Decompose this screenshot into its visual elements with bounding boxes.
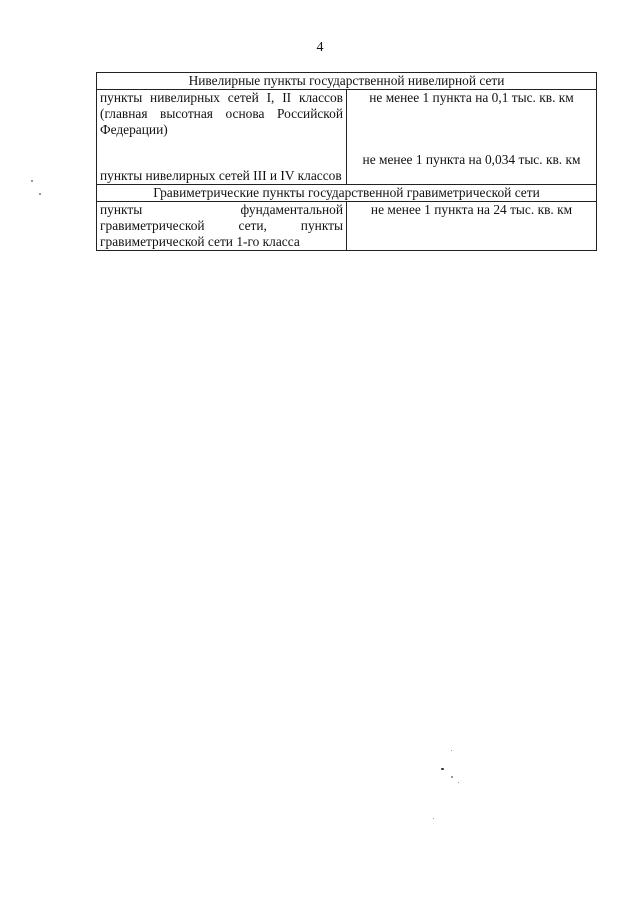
section-header-gravimetric: Гравиметрические пункты государственной гравиметрической сети <box>97 185 597 202</box>
section-header-row-leveling <box>97 73 597 90</box>
cell-spacer <box>100 138 343 168</box>
scan-dot <box>441 768 444 770</box>
leveling-class-3-4-density: не менее 1 пункта на 0,034 тыс. кв. км <box>362 152 581 167</box>
page-number: 4 <box>316 40 324 55</box>
leveling-class-3-4-label: пункты нивелирных сетей III и IV классов <box>100 168 342 183</box>
section-header-leveling: Нивелирные пункты государственной нивелирной сети <box>97 73 597 90</box>
gravimetric-points-label: пункты фундаментальной гравиметрической сети, пункты гравиметрической сети 1-го класса <box>97 202 347 251</box>
scan-dot <box>433 818 434 819</box>
leveling-class-1-2-density: не менее 1 пункта на 0,1 тыс. кв. км <box>369 90 574 105</box>
section-header-row-gravimetric <box>97 185 597 202</box>
gravimetric-density: не менее 1 пункта на 24 тыс. кв. км <box>347 202 597 251</box>
scan-dot <box>458 782 459 783</box>
scan-dot <box>451 776 453 778</box>
leveling-class-1-2-label: пункты нивелирных сетей I, II классов (главная высотная основа Российской Федерации) <box>100 90 343 137</box>
norms-table <box>96 72 597 251</box>
cell-spacer <box>350 106 593 152</box>
leveling-density-cell <box>347 90 597 185</box>
scan-dot <box>451 750 452 751</box>
table-row-gravimetric <box>97 202 597 251</box>
table-row-leveling <box>97 90 597 185</box>
leveling-points-cell <box>97 90 347 185</box>
scan-dot <box>39 193 41 195</box>
scan-dot <box>31 180 33 182</box>
